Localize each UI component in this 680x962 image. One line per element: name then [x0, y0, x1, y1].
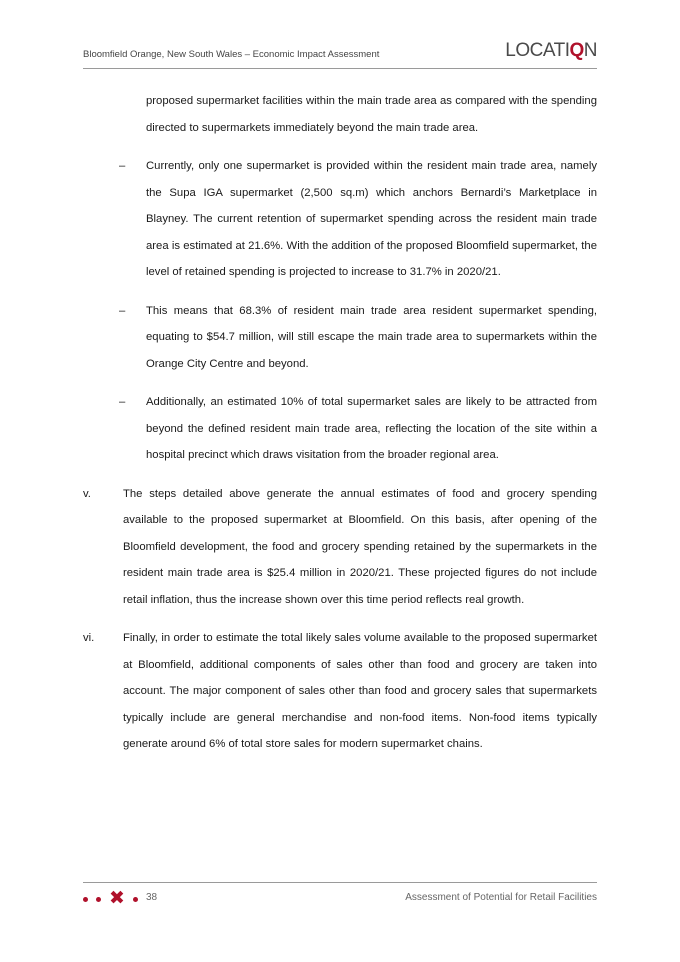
page-header — [83, 36, 597, 69]
sub-item — [83, 153, 597, 286]
page-footer — [83, 882, 597, 913]
dot-icon — [83, 897, 88, 902]
footer-decoration — [83, 889, 146, 909]
dot-icon — [96, 897, 101, 902]
page-content — [83, 88, 597, 770]
sub-item-text: Additionally, an estimated 10% of total supermarket sales are likely to be attracted from beyond the defined resident main trade area, reflecting the location of the site within a hospital precinct which draws visitation from the broader regional area. — [146, 396, 597, 461]
footer-title: Assessment of Potential for Retail Facilities — [405, 892, 597, 903]
continuation-paragraph: proposed supermarket facilities within the main trade area as compared with the spending directed to supermarkets immediately beyond the main trade area. — [146, 95, 597, 134]
location-iq-logo — [505, 40, 597, 62]
numbered-marker: v. — [83, 487, 91, 500]
numbered-item-text: The steps detailed above generate the annual estimates of food and grocery spending available to the proposed supermarket at Bloomfield. On this basis, after opening of the Bloomfield development, the food and grocery spending retained by the supermarkets in the resident main trade area is $25.4 million in 2020/21. These projected figures do not include retail inflation, thus the increase shown over this time period reflects real growth. — [123, 487, 597, 606]
dash-marker: – — [119, 304, 126, 317]
logo-text-end: N — [583, 40, 597, 61]
numbered-item — [83, 481, 597, 614]
dot-icon — [133, 897, 138, 902]
sub-item — [83, 389, 597, 469]
logo-text-accent: Q — [569, 40, 584, 61]
sub-item-text: Currently, only one supermarket is provided within the resident main trade area, namely the Supa IGA supermarket (2,500 sq.m) which anchors Bernardi’s Marketplace in Blayney. The current retention of supermarket spending across the resident main trade area is estimated at 21.6%. With the addition of the proposed Bloomfield supermarket, the level of retained spending is projected to increase to 31.7% in 2020/21. — [146, 160, 597, 278]
x-mark-icon: ✖ — [109, 888, 125, 909]
logo-text-start: LOCATI — [505, 40, 570, 61]
sub-item — [83, 298, 597, 378]
numbered-item — [83, 625, 597, 758]
numbered-marker: vi. — [83, 632, 95, 644]
numbered-item-text: Finally, in order to estimate the total likely sales volume available to the proposed supermarket at Bloomfield, additional components of sales other than food and grocery are taken into account. The major component of sales other than food and grocery sales that supermarkets typically include are general merchandise and non-food items. Non-food items typically generate around 6% of total store sales for modern supermarket chains. — [123, 632, 597, 750]
sub-item-text: This means that 68.3% of resident main trade area resident supermarket spending, equating to $54.7 million, will still escape the main trade area to supermarkets within the Orange City Centre and beyond. — [146, 304, 597, 370]
dash-marker: – — [119, 160, 126, 172]
dash-marker: – — [119, 396, 126, 408]
page-number: 38 — [146, 892, 158, 903]
header-title: Bloomfield Orange, New South Wales – Economic Impact Assessment — [83, 49, 380, 60]
